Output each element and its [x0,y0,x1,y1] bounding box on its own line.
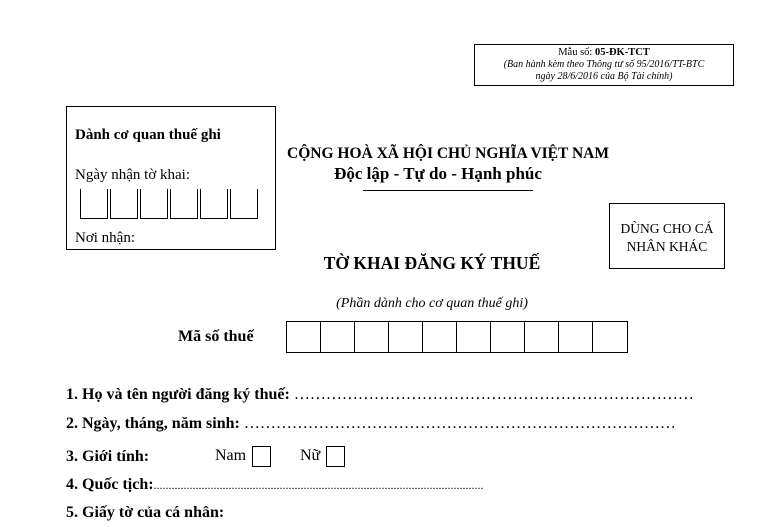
field-personal-documents [66,504,224,522]
tax-code-cell[interactable] [321,322,355,352]
gender-male-label: Nam [215,447,247,465]
received-place-label: Nơi nhận: [75,230,136,246]
form-code-box [474,44,734,86]
date-cell[interactable] [110,189,138,219]
gender-male-checkbox[interactable] [252,446,271,467]
full-name-label: 1. Họ và tên người đăng ký thuế: [66,386,290,403]
gender-female-checkbox[interactable] [326,446,345,467]
usage-box [609,203,725,269]
tax-office-box-title: Dành cơ quan thuế ghi [75,127,221,143]
tax-code-cell[interactable] [593,322,627,352]
tax-code-cell[interactable] [423,322,457,352]
gender-option-female [300,446,345,467]
tax-code-cell[interactable] [389,322,423,352]
form-code-note-2: ngày 28/6/2016 của Bộ Tài chính) [535,71,673,82]
field-gender [66,448,149,466]
form-code-note-1: (Ban hành kèm theo Thông tư số 95/2016/TT-BTC [503,59,705,70]
date-cell[interactable] [230,189,258,219]
date-of-birth-label: 2. Ngày, tháng, năm sinh: [66,415,240,432]
date-cell[interactable] [200,189,228,219]
tax-code-label: Mã số thuế [178,328,254,345]
date-cell[interactable] [140,189,168,219]
office-use-note: (Phần dành cho cơ quan thuế ghi) [336,296,528,311]
gender-female-label: Nữ [300,447,321,465]
field-full-name [66,386,694,404]
document-title: TỜ KHAI ĐĂNG KÝ THUẾ [323,253,541,273]
form-code: Mẫu số: 05-ĐK-TCT [558,47,650,58]
received-date-boxes [80,189,260,219]
received-date-label: Ngày nhận tờ khai: [75,167,190,183]
tax-code-grid [286,321,628,353]
national-title: CỘNG HOÀ XÃ HỘI CHỦ NGHĨA VIỆT NAM [287,145,609,162]
usage-line-1: DÙNG CHO CÁ [620,221,714,236]
tax-code-cell[interactable] [525,322,559,352]
nationality-label: 4. Quốc tịch: [66,476,154,493]
tax-code-cell[interactable] [355,322,389,352]
field-date-of-birth [66,415,676,433]
tax-code-cell[interactable] [491,322,525,352]
tax-code-cell[interactable] [457,322,491,352]
full-name-input[interactable]: ………………………………………………………………… [289,386,694,403]
tax-code-cell[interactable] [287,322,321,352]
nationality-input[interactable]: .............................................................................................................. [153,478,484,492]
usage-line-2: NHÂN KHÁC [626,239,708,254]
tax-office-box [66,106,276,250]
national-motto: Độc lập - Tự do - Hạnh phúc [334,164,542,183]
gender-label: 3. Giới tính: [66,448,150,465]
field-nationality [66,476,484,494]
date-of-birth-input[interactable]: ……………………………………………………………………… [239,415,676,432]
date-cell[interactable] [170,189,198,219]
date-cell[interactable] [80,189,108,219]
tax-code-cell[interactable] [559,322,593,352]
gender-option-male [215,446,271,467]
personal-documents-label: 5. Giấy tờ của cá nhân: [66,504,225,521]
motto-underline [363,190,533,191]
